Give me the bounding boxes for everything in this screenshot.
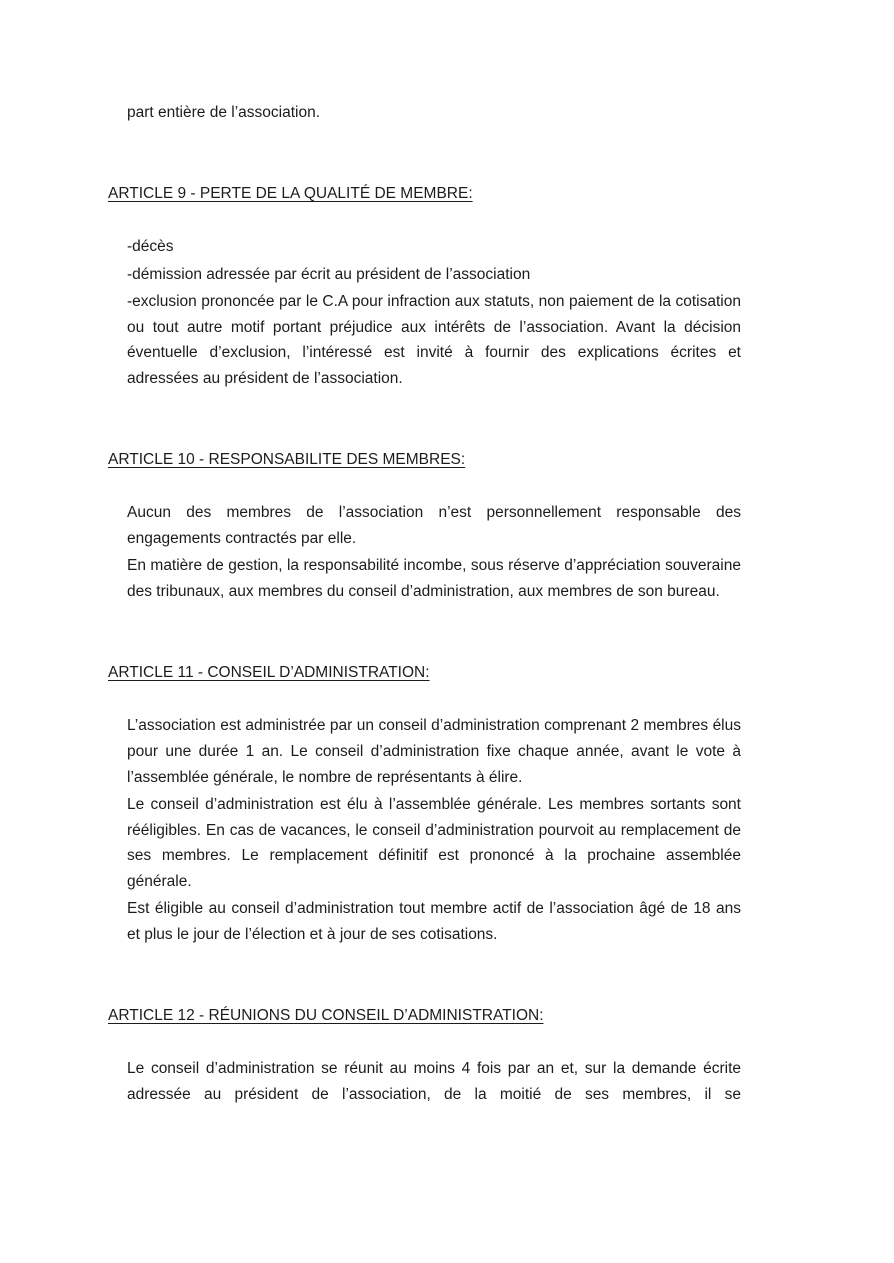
article-9-item-deces: -décès xyxy=(127,238,174,256)
continuation-paragraph: part entière de l’association. xyxy=(127,104,321,121)
article-11-heading: ARTICLE 11 - CONSEIL D’ADMINISTRATION: xyxy=(108,663,430,681)
article-11-paragraph-1: L’association est administrée par un conseil d’administration comprenant 2 membres élus pour une durée 1 an. Le conseil d’administration fixe chaque année, avant le vote à l’assemblée générale, le nombre de représentants à élire. xyxy=(127,717,741,786)
article-12-heading: ARTICLE 12 - RÉUNIONS DU CONSEIL D’ADMINISTRATION: xyxy=(108,1006,544,1024)
article-10-section xyxy=(108,447,741,605)
article-12-section xyxy=(108,1003,741,1108)
article-10-paragraph-1: Aucun des membres de l’association n’est personnellement responsable des engagements contractés par elle. xyxy=(127,504,741,548)
article-10-heading: ARTICLE 10 - RESPONSABILITE DES MEMBRES: xyxy=(108,450,466,468)
article-9-item-demission: -démission adressée par écrit au président de l’association xyxy=(127,265,531,283)
article-9-section xyxy=(108,181,741,392)
article-9-heading: ARTICLE 9 - PERTE DE LA QUALITÉ DE MEMBRE: xyxy=(108,184,473,202)
article-11-paragraph-3: Est éligible au conseil d’administration tout membre actif de l’association âgé de 18 ans et plus le jour de l’élection et à jour de ses cotisations. xyxy=(127,900,741,943)
article-11-paragraph-2: Le conseil d’administration est élu à l’assemblée générale. Les membres sortants sont rééligibles. En cas de vacances, le conseil d’administration pourvoit au remplacement de ses membres. Le remplacement définitif est prononcé à la prochaine assemblée générale. xyxy=(127,795,741,891)
article-11-section xyxy=(108,660,741,948)
article-9-item-exclusion: -exclusion prononcée par le C.A pour infraction aux statuts, non paiement de la cotisation ou tout autre motif portant préjudice aux intérêts de l’association. Avant la décision éventuelle d’exclusion, l’intéressé est invité à fournir des explications écrites et adressées au président de l’association. xyxy=(127,292,741,387)
article-12-paragraph-1: Le conseil d’administration se réunit au moins 4 fois par an et, sur la demande écrite adressée au président de l’association, de la moitié de ses membres, il se xyxy=(127,1060,741,1104)
article-10-paragraph-2: En matière de gestion, la responsabilité incombe, sous réserve d’appréciation souveraine des tribunaux, aux membres du conseil d’administration, aux membres de son bureau. xyxy=(127,557,741,600)
